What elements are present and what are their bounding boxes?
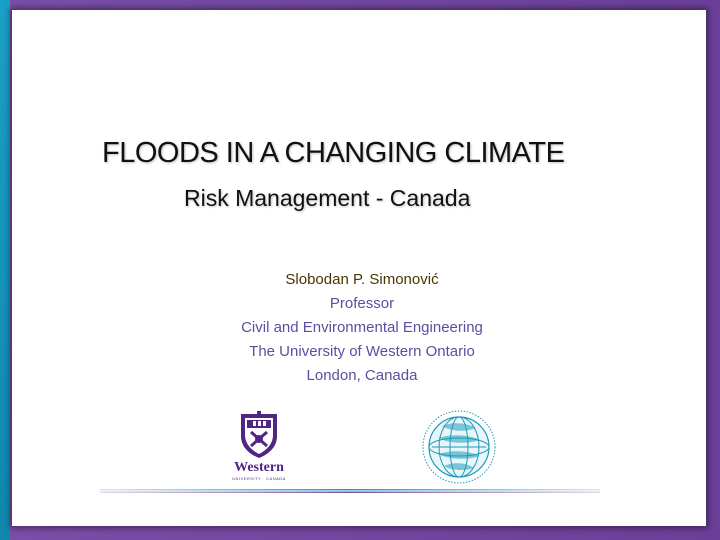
western-logo — [227, 410, 291, 482]
resilient-communities-logo — [420, 408, 498, 486]
author-position: Professor — [329, 295, 395, 312]
western-wordmark: Western — [234, 460, 284, 475]
author-department: Civil and Environmental Engineering — [241, 319, 483, 336]
slide-subtitle: Risk Management - Canada — [184, 185, 471, 211]
western-tagline: UNIVERSITY · CANADA — [232, 476, 286, 481]
globe-spiral-icon — [420, 408, 498, 486]
slide-title: FLOODS IN A CHANGING CLIMATE — [102, 137, 565, 169]
author-institution: The University of Western Ontario — [249, 343, 475, 360]
slide-canvas — [12, 10, 706, 526]
author-location: London, Canada — [306, 367, 418, 384]
western-shield-icon — [227, 410, 291, 460]
footer-divider — [100, 488, 600, 494]
author-block — [152, 268, 572, 388]
author-name: Slobodan P. Simonović — [285, 271, 439, 288]
